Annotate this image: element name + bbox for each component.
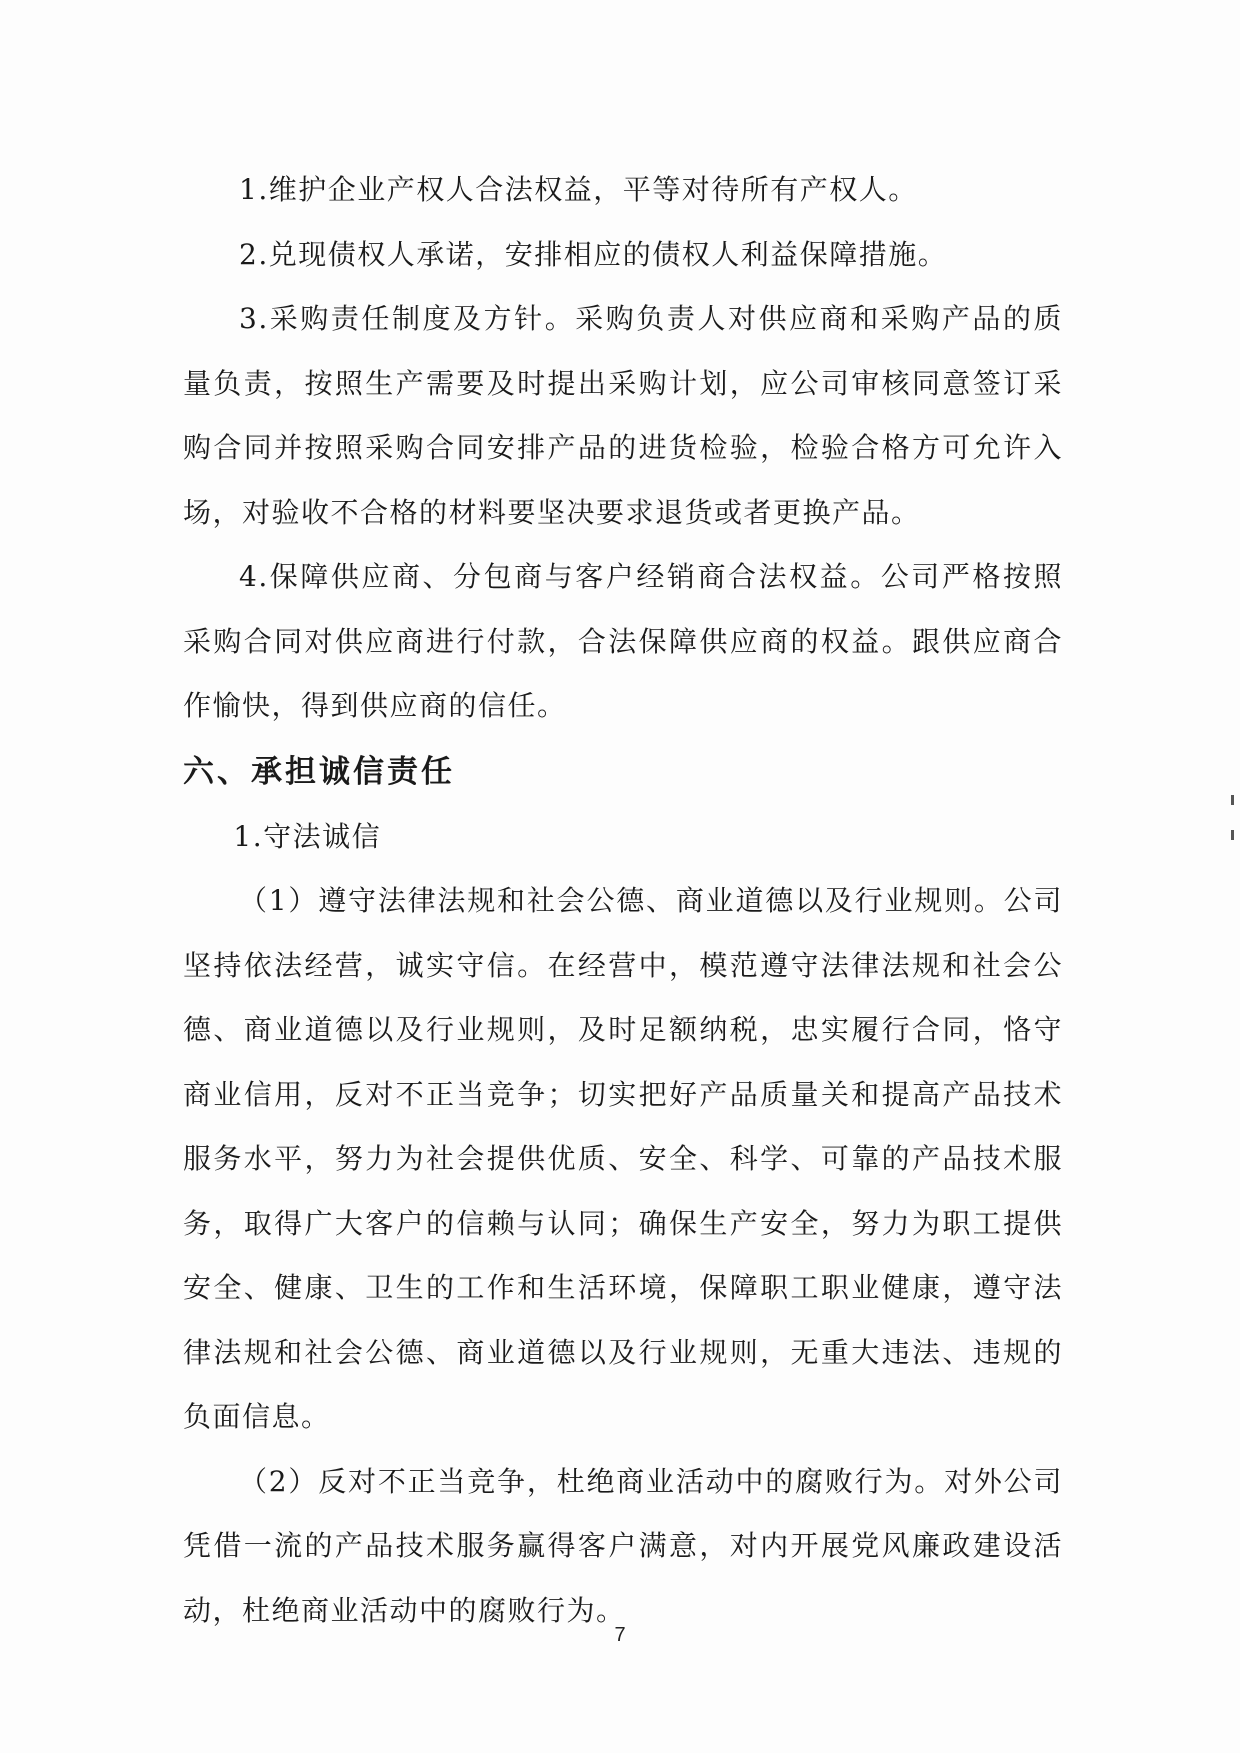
scan-edge-mark [1231,795,1234,805]
paragraph-procurement: 3.采购责任制度及方针。采购负责人对供应商和采购产品的质量负责，按照生产需要及时提出采购计划，应公司审核同意签订采购合同并按照采购合同安排产品的进货检验，检验合格方可允许入场，对验收不合格的材料要坚决要求退货或者更换产品。 [183,302,1063,529]
section-heading: 六、承担诚信责任 [183,753,455,790]
page-number: 7 [614,1624,626,1646]
scan-edge-mark [1231,830,1234,840]
paragraph-law-compliance: （1）遵守法律法规和社会公德、商业道德以及行业规则。公司坚持依法经营，诚实守信。在经营中，模范遵守法律法规和社会公德、商业道德以及行业规则，及时足额纳税，忠实履行合同，恪守商业信用，反对不正当竞争；切实把好产品质量关和提高产品技术服务水平，努力为社会提供优质、安全、科学、可靠的产品技术服务，取得广大客户的信赖与认同；确保生产安全，努力为职工提供安全、健康、卫生的工作和生活环境，保障职工职业健康，遵守法律法规和社会公德、商业道德以及行业规则，无重大违法、违规的负面信息。 [183,884,1063,1433]
document-body [183,158,1063,1643]
paragraph-suppliers: 4.保障供应商、分包商与客户经销商合法权益。公司严格按照采购合同对供应商进行付款，合法保障供应商的权益。跟供应商合作愉快，得到供应商的信任。 [183,560,1063,722]
paragraph-anti-corruption: （2）反对不正当竞争，杜绝商业活动中的腐败行为。对外公司凭借一流的产品技术服务赢得客户满意，对内开展党风廉政建设活动，杜绝商业活动中的腐败行为。 [183,1464,1063,1627]
paragraph-property-rights: 1.维护企业产权人合法权益，平等对待所有产权人。 [239,173,918,206]
subsection-heading: 1.守法诚信 [233,819,382,853]
paragraph-creditors: 2.兑现债权人承诺，安排相应的债权人利益保障措施。 [239,237,948,271]
